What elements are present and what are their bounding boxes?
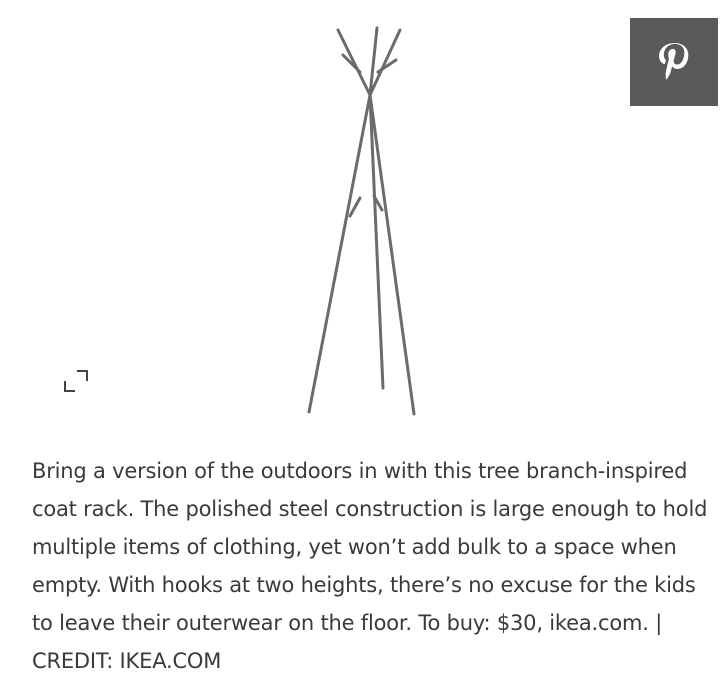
caption-separator: | — [648, 611, 663, 635]
image-caption — [32, 452, 722, 680]
image-credit: CREDIT: IKEA.COM — [32, 649, 222, 673]
pinterest-icon — [657, 41, 691, 83]
pinterest-save-button[interactable] — [630, 18, 718, 106]
coat-rack-image — [290, 20, 430, 420]
expand-icon[interactable] — [62, 368, 90, 394]
caption-text: Bring a version of the outdoors in with this tree branch-inspired coat rack. The polished steel construction is large enough to hold multiple items of clothing, yet won’t add bulk to a space when empty. With hooks at two heights, there’s no excuse for the kids to leave their outerwear on the floor. To buy: $30, ikea.com. — [32, 459, 708, 635]
